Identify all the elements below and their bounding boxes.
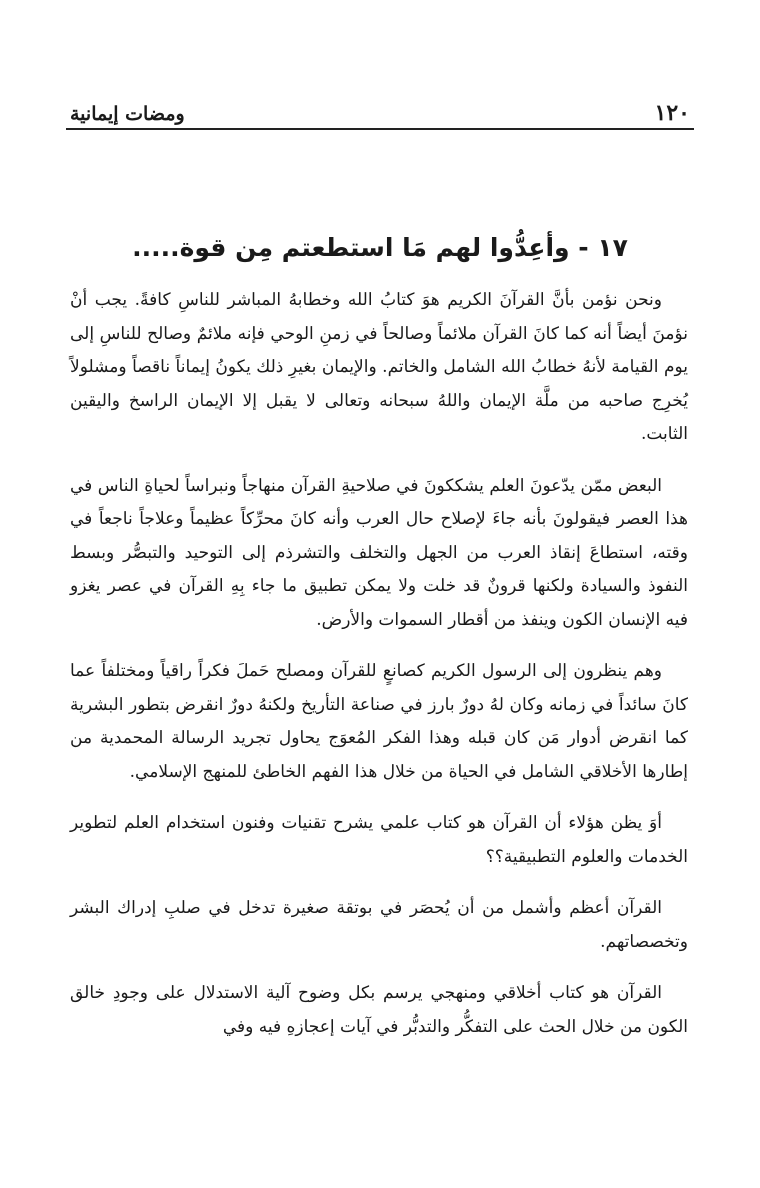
page-number: ١٢٠ [654,100,690,126]
paragraph: أوَ يظن هؤلاء أن القرآن هو كتاب علمي يشرح تقنيات وفنون استخدام العلم لتطوير الخدمات والعلوم التطبيقية؟؟ [70,813,688,867]
paragraph: القرآن أعظم وأشمل من أن يُحصَر في بوتقة صغيرة تدخل في صلبِ إدراك البشر وتخصصاتهم. [70,898,688,952]
running-header [70,88,690,124]
body-text [70,284,688,1062]
chapter-heading: ١٧ - وأعِدُّوا لهم مَا استطعتم مِن قوة..... [132,233,628,262]
paragraph: ونحن نؤمن بأنَّ القرآنَ الكريم هوَ كتابُ الله وخطابهُ المباشر للناسِ كافةً. يجب أنْ نؤمنَ أيضاً أنه كما كانَ القرآن ملائماً وصالحاً في زمنِ الوحي فإنه ملائمٌ وصالح للناسِ إلى يوم القيامة لأنهُ خطابُ الله الشامل والخاتم. والإيمان بغيرِ ذلك يكونُ إيماناً ناقصاً ومشلولاً يُخرِج صاحبه من ملَّة الإيمان واللهُ سبحانه وتعالى لا يقبل إلا الإيمان الراسخ واليقين الثابت. [70,290,688,444]
paragraph: القرآن هو كتاب أخلاقي ومنهجي يرسم بكل وضوح آلية الاستدلال على وجودِ خالق الكون من خلال الحث على التفكُّر والتدبُّر في آيات إعجازهِ فيه وفي [70,983,688,1037]
book-title: ومضات إيمانية [70,103,185,125]
paragraph: البعض ممّن يدّعونَ العلم يشككونَ في صلاحيةِ القرآن منهاجاً ونبراساً لحياةِ الناس في هذا العصر فيقولونَ بأنه جاءَ لإصلاح حال العرب وأنه كانَ محرِّكاً عظيماً وعلاجاً ناجعاً في وقته، استطاعَ إنقاذ العرب من الجهل والتخلف والتشرذم إلى التوحيد والتبصُّر وبسط النفوذ والسيادة ولكنها قرونٌ قد خلت ولا يمكن تطبيق ما جاء بِهِ القرآن في عصر يغزو فيه الإنسان الكون وينفذ من أقطار السموات والأرض. [70,475,688,630]
paragraph: وهم ينظرون إلى الرسول الكريم كصانعٍ للقرآن ومصلح حَملَ فكراً راقياً ومختلفاً عما كانَ سائداً في زمانه وكان لهُ دورٌ بارز في صناعة التأريخ ولكنهُ دورٌ انقرض بتطور البشرية كما انقرض أدوار مَن كان قبله وهذا الفكر المُعوَج يحاول تجريد الرسالة المحمدية من إطارها الأخلاقي الشامل في الحياة من خلال هذا الفهم الخاطئ للمنهج الإسلامي. [70,661,688,782]
header-divider [66,128,694,130]
